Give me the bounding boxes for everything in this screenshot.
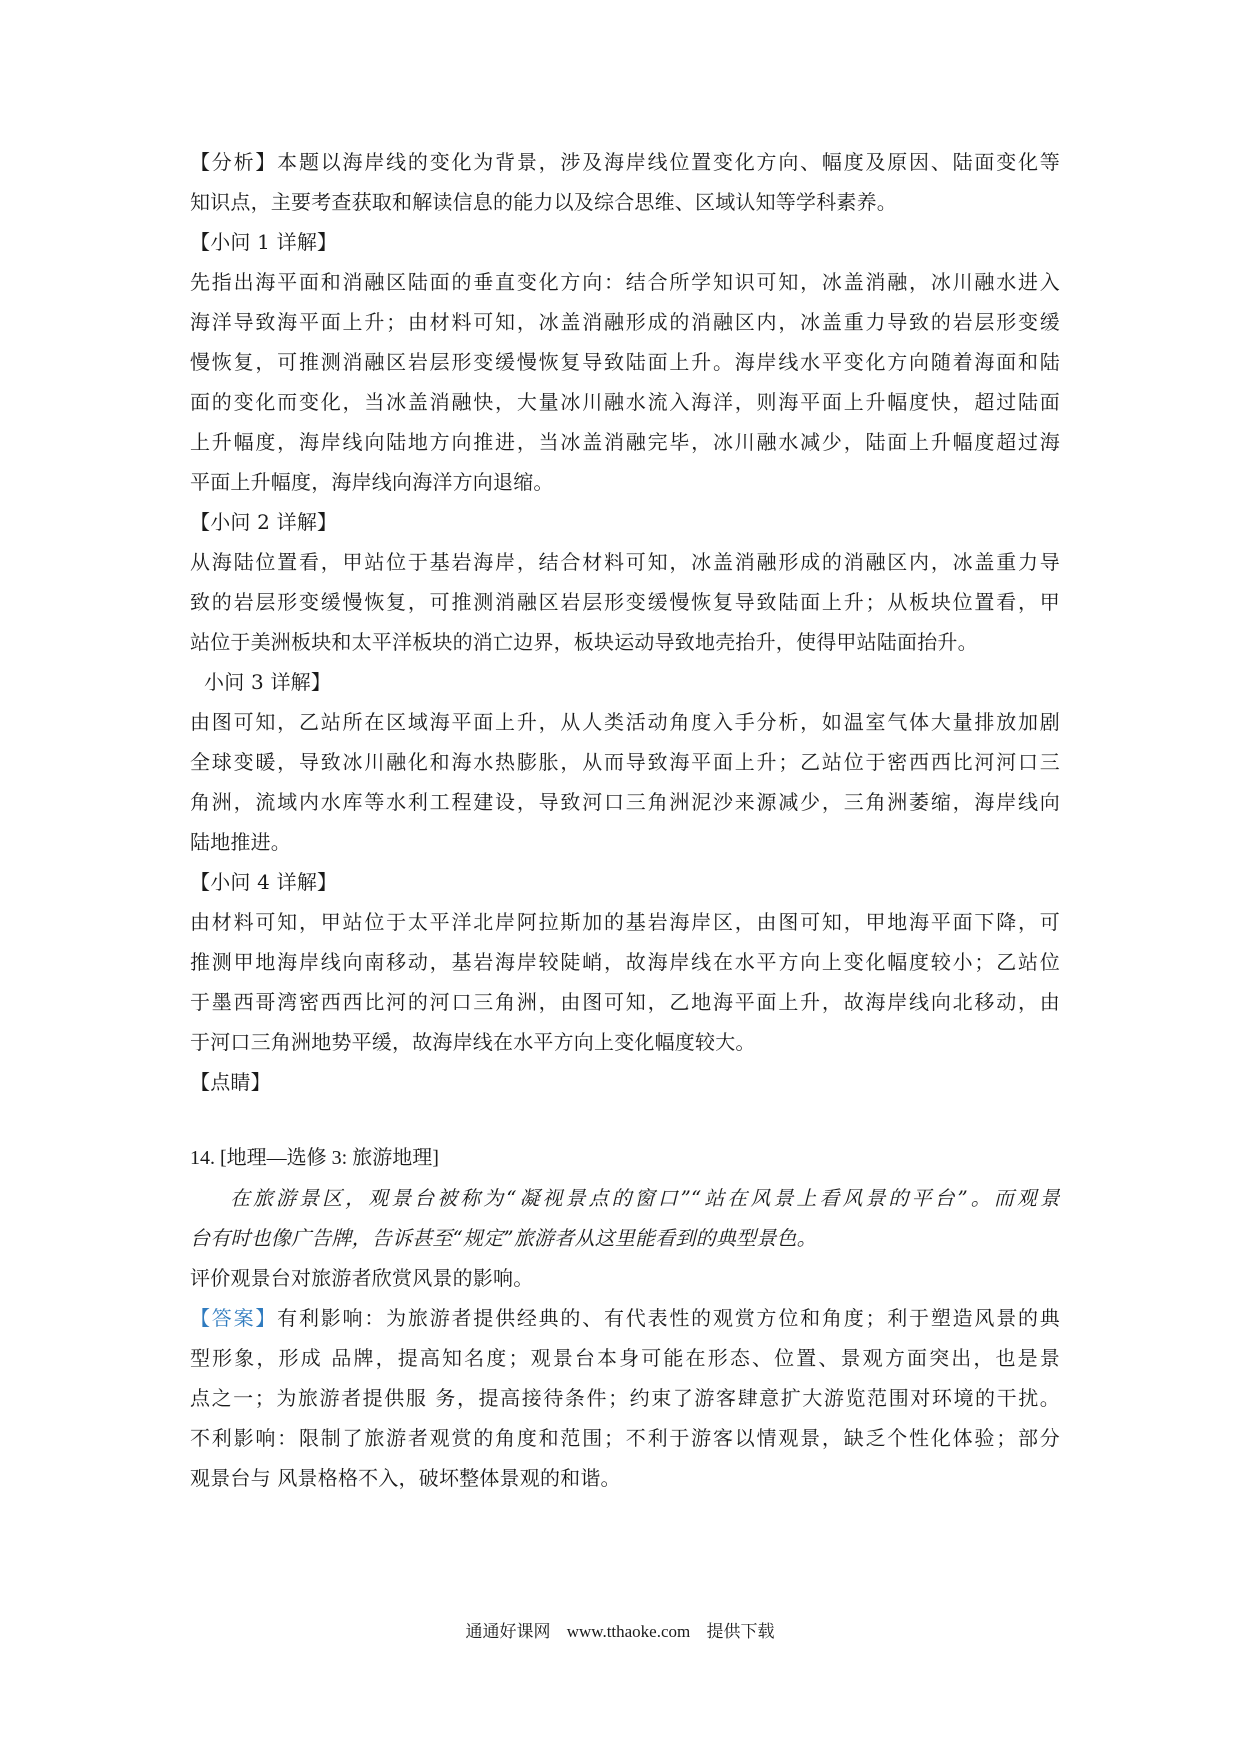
page-footer [0,1617,1240,1642]
q3-heading: 小问 3 详解】 [204,670,332,694]
q4-line: 于墨西哥湾密西西比河的河口三角洲，由图可知，乙地海平面上升，故海岸线向北移动，由 [190,990,1060,1014]
answer-text: 有利影响：为旅游者提供经典的、有代表性的观赏方位和角度；利于塑造风景的典 [277,1306,1060,1330]
answer-label: 【答案】 [190,1306,278,1330]
analysis-heading: 【分析】 [190,150,278,174]
q3-line: 角洲，流域内水库等水利工程建设，导致河口三角洲泥沙来源减少，三角洲萎缩，海岸线向 [190,790,1060,814]
q4-line: 由材料可知，甲站位于太平洋北岸阿拉斯加的基岩海岸区，由图可知，甲地海平面下降，可 [190,910,1060,934]
q2-heading: 【小问 2 详解】 [190,510,338,534]
q2-line: 致的岩层形变缓慢恢复，可推测消融区岩层形变缓慢恢复导致陆面上升；从板块位置看，甲 [190,590,1060,614]
q1-line: 海洋导致海平面上升；由材料可知，冰盖消融形成的消融区内，冰盖重力导致的岩层形变缓 [190,310,1060,334]
answer-line: 观景台与 风景格格不入，破坏整体景观的和谐。 [190,1466,621,1490]
q1-heading: 【小问 1 详解】 [190,230,338,254]
footer-suffix: 提供下载 [706,1622,775,1641]
analysis-line-2: 知识点，主要考查获取和解读信息的能力以及综合思维、区域认知等学科素养。 [190,190,897,214]
q1-line: 平面上升幅度，海岸线向海洋方向退缩。 [190,470,554,494]
q2-line: 站位于美洲板块和太平洋板块的消亡边界，板块运动导致地壳抬升，使得甲站陆面抬升。 [190,630,978,654]
analysis-line-1 [190,142,1060,182]
material-line: 台有时也像广告牌，告诉甚至“规定”旅游者从这里能看到的典型景色。 [190,1226,817,1250]
q1-line: 先指出海平面和消融区陆面的垂直变化方向：结合所学知识可知，冰盖消融，冰川融水进入 [190,270,1060,294]
document-page [190,142,1060,1498]
answer-line-1 [190,1298,1060,1338]
answer-line: 型形象，形成 品牌，提高知名度；观景台本身可能在形态、位置、景观方面突出，也是景 [190,1346,1060,1370]
q4-heading: 【小问 4 详解】 [190,870,338,894]
q3-line: 全球变暖，导致冰川融化和海水热膨胀，从而导致海平面上升；乙站位于密西西比河河口三 [190,750,1060,774]
footer-site-name: 通通好课网 [465,1622,551,1641]
question-14-material [190,1178,1060,1258]
dianjing-heading: 【点睛】 [190,1070,271,1094]
analysis-text: 本题以海岸线的变化为背景，涉及海岸线位置变化方向、幅度及原因、陆面变化等 [277,150,1060,174]
q1-line: 面的变化而变化，当冰盖消融快，大量冰川融水流入海洋，则海平面上升幅度快，超过陆面 [190,390,1060,414]
q3-line: 由图可知，乙站所在区域海平面上升，从人类活动角度入手分析，如温室气体大量排放加剧 [190,710,1060,734]
answer-line: 不利影响：限制了旅游者观赏的角度和范围；不利于游客以情观景，缺乏个性化体验；部分 [190,1426,1060,1450]
spacer [190,1102,1060,1138]
answer-line: 点之一；为旅游者提供服 务，提高接待条件；约束了游客肆意扩大游览范围对环境的干扰。 [190,1386,1060,1410]
question-14-title: 14. [地理—选修 3: 旅游地理] [190,1147,439,1169]
q4-line: 于河口三角洲地势平缓，故海岸线在水平方向上变化幅度较大。 [190,1030,756,1054]
question-14-prompt: 评价观景台对旅游者欣赏风景的影响。 [190,1266,534,1290]
material-line: 在旅游景区，观景台被称为“凝视景点的窗口”“站在风景上看风景的平台”。而观景 [230,1186,1060,1210]
footer-url: www.tthaoke.com [566,1622,691,1641]
q1-line: 上升幅度，海岸线向陆地方向推进，当冰盖消融完毕，冰川融水减少，陆面上升幅度超过海 [190,430,1060,454]
q1-line: 慢恢复，可推测消融区岩层形变缓慢恢复导致陆面上升。海岸线水平变化方向随着海面和陆 [190,350,1060,374]
q2-line: 从海陆位置看，甲站位于基岩海岸，结合材料可知，冰盖消融形成的消融区内，冰盖重力导 [190,550,1060,574]
q3-line: 陆地推进。 [190,830,291,854]
q4-line: 推测甲地海岸线向南移动，基岩海岸较陡峭，故海岸线在水平方向上变化幅度较小；乙站位 [190,950,1060,974]
